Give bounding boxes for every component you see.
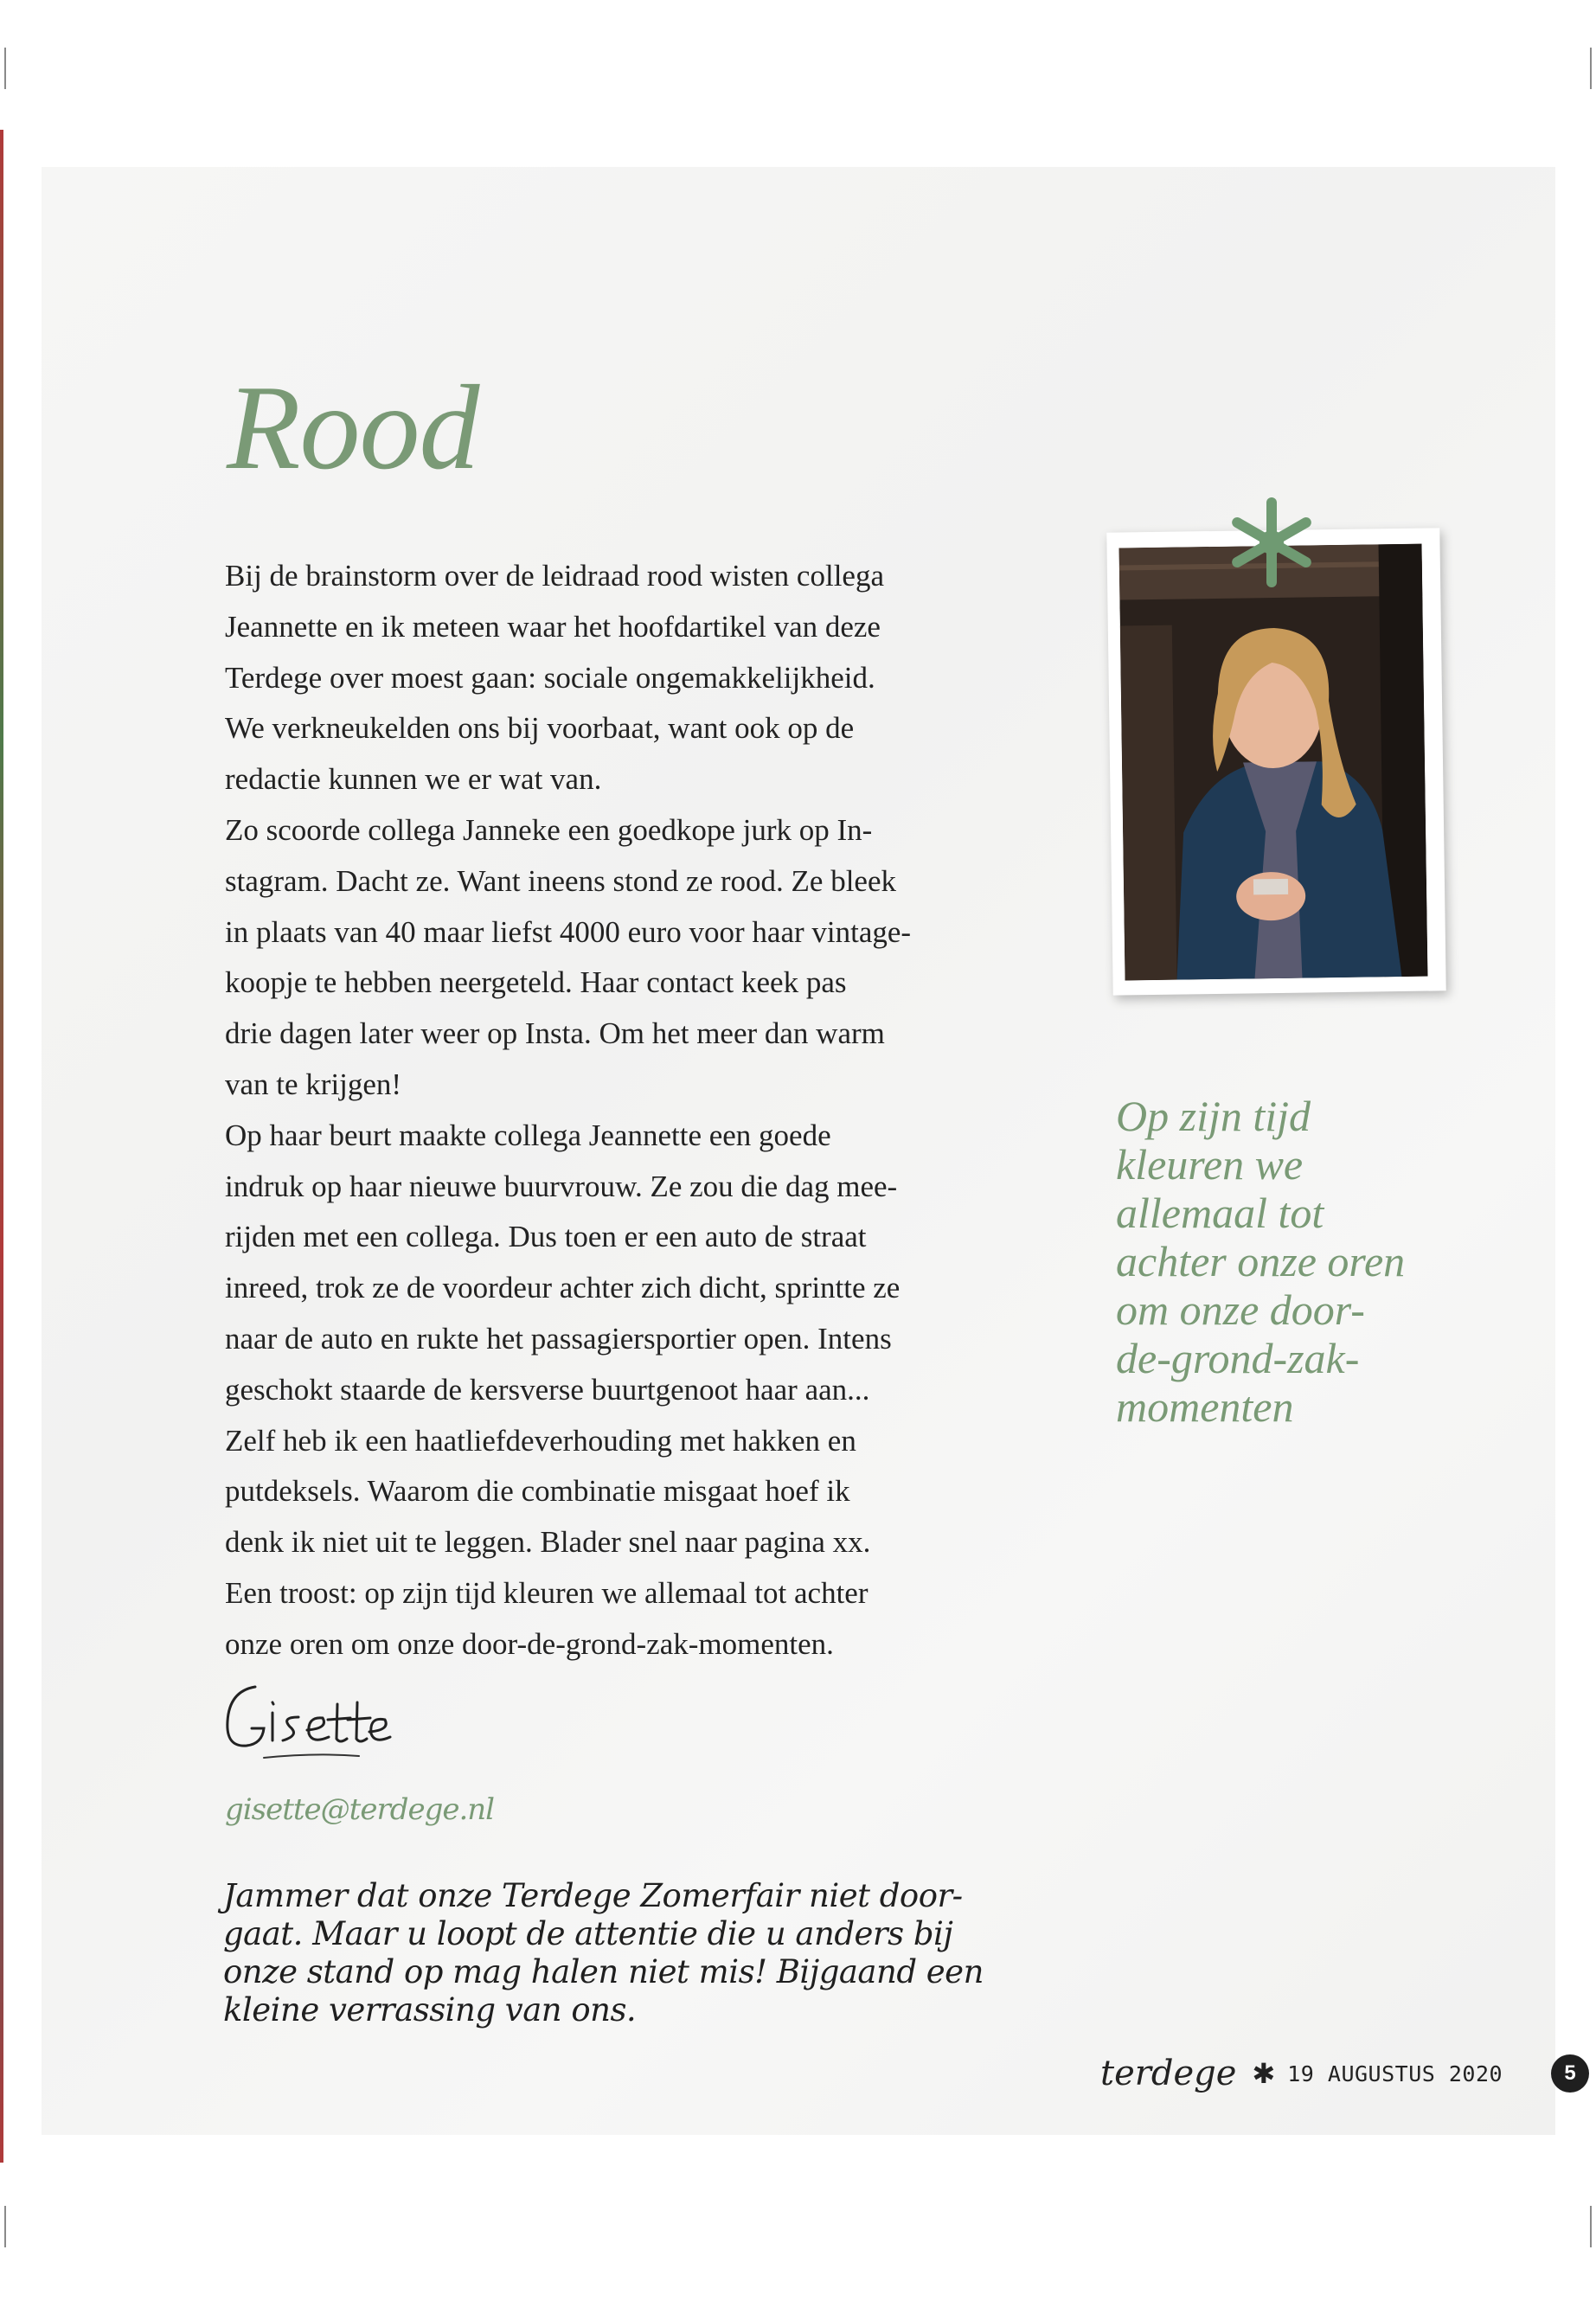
quote-line: achter onze oren <box>1116 1237 1406 1285</box>
signature-image <box>221 1678 394 1773</box>
handwritten-line: onze stand op mag halen niet mis! Bijgaand een <box>223 1953 984 1990</box>
page-number: 5 <box>1551 2054 1589 2093</box>
body-line: rijden met een collega. Dus toen er een auto de straat <box>225 1220 867 1254</box>
body-line: Zo scoorde collega Janneke een goedkope jurk op In- <box>225 812 873 847</box>
body-line: in plaats van 40 maar liefst 4000 euro voor haar vintage- <box>225 914 912 949</box>
body-line: Zelf heb ik een haatliefdeverhouding met hakken en <box>225 1423 856 1458</box>
footer-date: 19 AUGUSTUS 2020 <box>1287 2061 1503 2086</box>
quote-line: de-grond-zak- <box>1116 1334 1360 1382</box>
quote-line: allemaal tot <box>1116 1189 1324 1237</box>
body-line: inreed, trok ze de voordeur achter zich dicht, sprintte ze <box>225 1271 901 1305</box>
footer-brand: terdege <box>1100 2054 1237 2093</box>
body-line: redactie kunnen we er wat van. <box>225 762 602 797</box>
quote-line: kleuren we <box>1116 1140 1304 1189</box>
body-line: onze oren om onze door-de-grond-zak-momenten. <box>225 1626 834 1661</box>
handwritten-line: gaat. Maar u loopt de attentie die u anders bij <box>223 1915 953 1952</box>
crop-mark-top-right <box>1590 48 1592 89</box>
handwritten-line: kleine verrassing van ons. <box>223 1991 637 2029</box>
crop-mark-top-left <box>4 48 6 89</box>
body-line: geschokt staarde de kersverse buurtgenoot haar aan... <box>225 1372 870 1407</box>
star-icon <box>1224 495 1319 590</box>
body-line: van te krijgen! <box>225 1067 402 1101</box>
body-line: koopje te hebben neergeteld. Haar contact keek pas <box>225 965 847 1000</box>
quote-line: Op zijn tijd <box>1116 1092 1311 1140</box>
body-line: Op haar beurt maakte collega Jeannette een goede <box>225 1118 831 1152</box>
crop-mark-bottom-right <box>1590 2206 1592 2247</box>
body-line: putdeksels. Waarom die combinatie misgaat hoef ik <box>225 1474 850 1509</box>
body-line: We verkneukelden ons bij voorbaat, want ook op de <box>225 711 855 746</box>
body-line: drie dagen later weer op Insta. Om het meer dan warm <box>225 1016 885 1051</box>
page-edge-strip <box>0 130 3 2163</box>
page-footer <box>1100 2052 1589 2095</box>
body-line: Bij de brainstorm over de leidraad rood wisten collega <box>225 559 884 593</box>
body-line: Jeannette en ik meteen waar het hoofdartikel van deze <box>225 609 881 644</box>
author-photo <box>1106 528 1445 995</box>
crop-mark-bottom-left <box>4 2206 6 2247</box>
body-line: Terdege over moest gaan: sociale ongemakkelijkheid. <box>225 660 875 695</box>
pull-quote <box>1116 1092 1497 1431</box>
body-line: naar de auto en rukte het passagiersportier open. Intens <box>225 1321 892 1356</box>
quote-line: momenten <box>1116 1382 1294 1431</box>
article-body <box>225 551 1038 1670</box>
body-line: Een troost: op zijn tijd kleuren we allemaal tot achter <box>225 1575 869 1610</box>
body-line: denk ik niet uit te leggen. Blader snel naar pagina xx. <box>225 1525 871 1560</box>
body-line: stagram. Dacht ze. Want ineens stond ze rood. Ze bleek <box>225 863 896 898</box>
author-email: gisette@terdege.nl <box>225 1792 495 1827</box>
page-title: Rood <box>227 361 479 495</box>
portrait-image <box>1119 544 1428 981</box>
handwritten-note <box>223 1877 1002 2029</box>
handwritten-line: Jammer dat onze Terdege Zomerfair niet door- <box>223 1877 963 1914</box>
footer-star-icon: ✱ <box>1252 2057 1276 2090</box>
body-line: indruk op haar nieuwe buurvrouw. Ze zou die dag mee- <box>225 1169 898 1203</box>
quote-line: om onze door- <box>1116 1285 1365 1334</box>
